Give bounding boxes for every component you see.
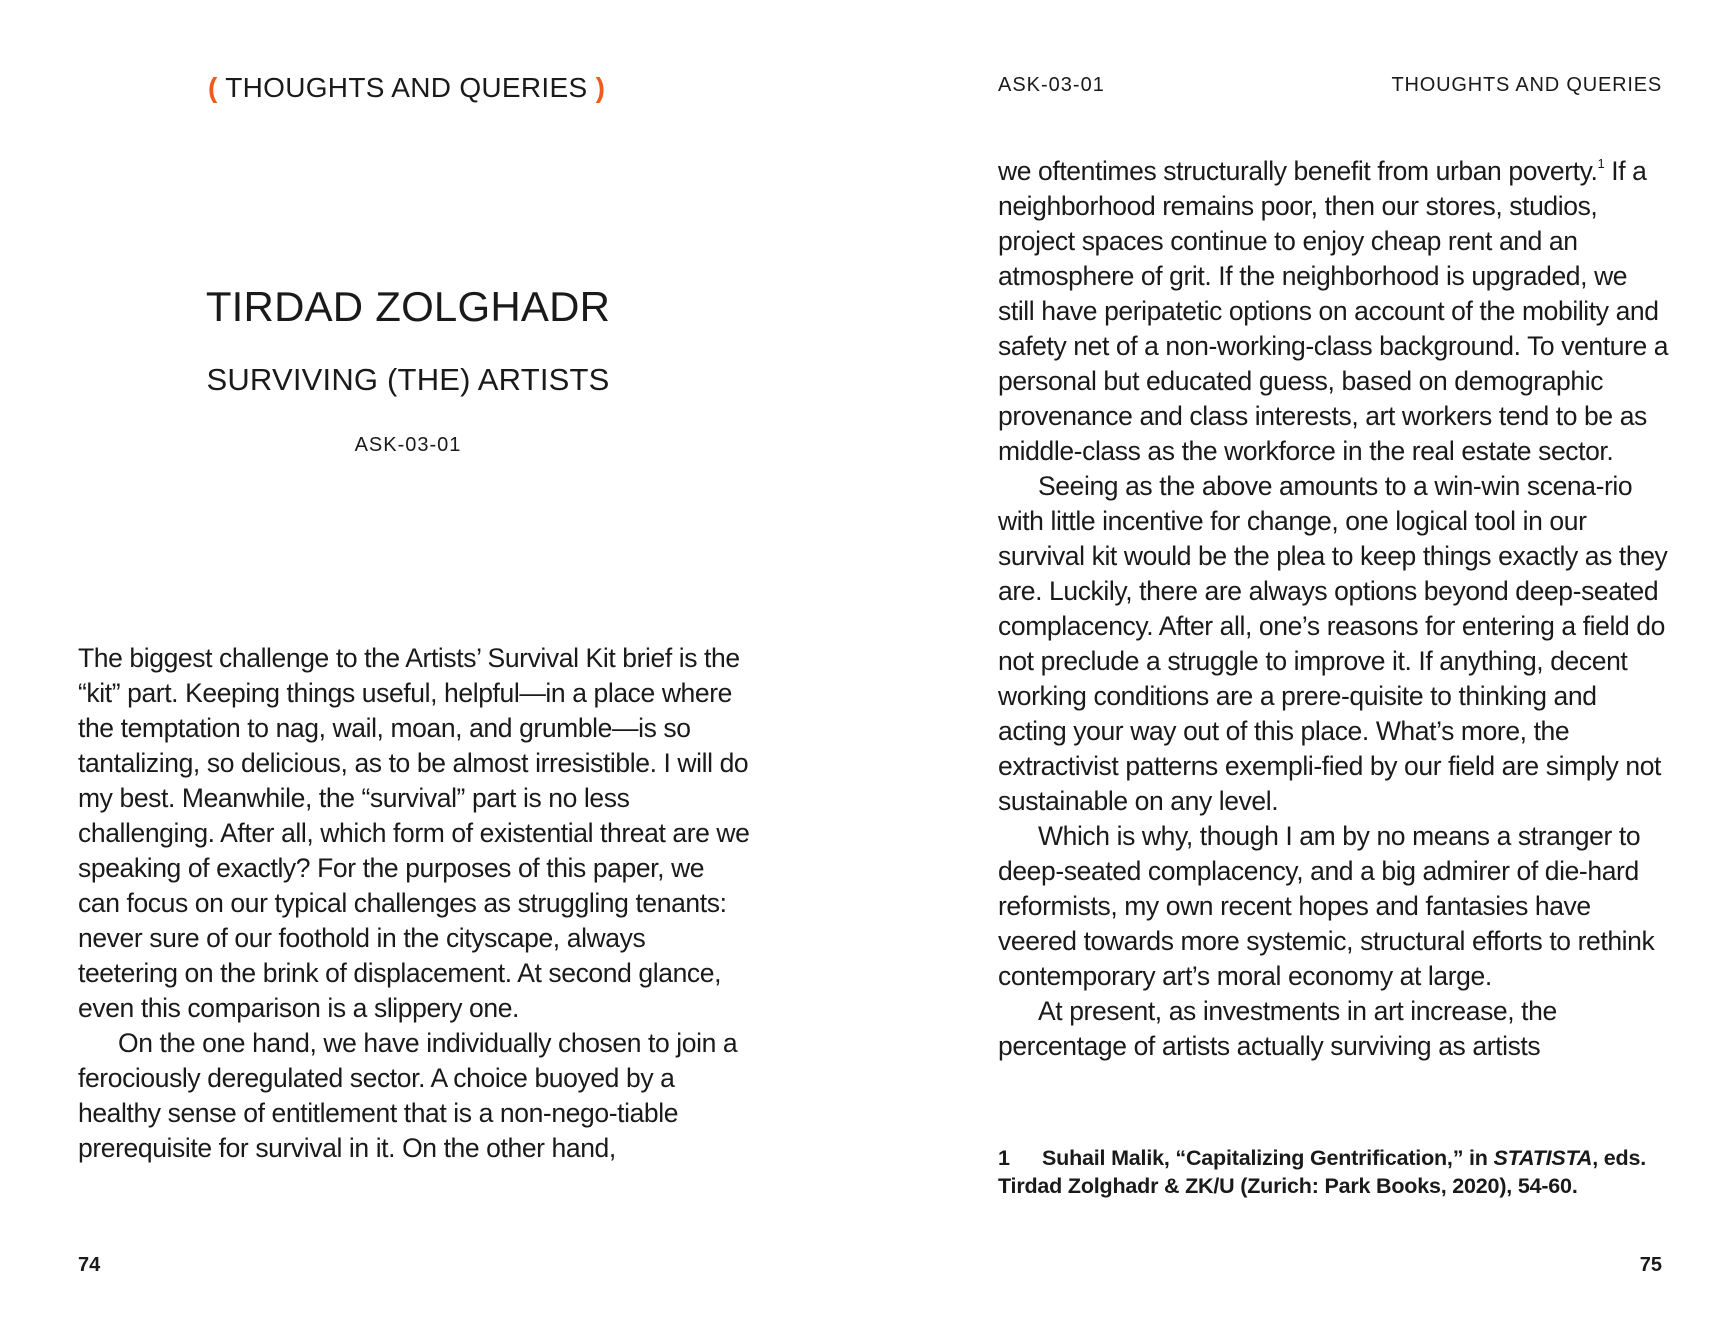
page-number-left: 74 <box>78 1254 101 1276</box>
essay-code: ASK-03-01 <box>354 434 462 456</box>
footnote-italic-title: STATISTA <box>1493 1146 1593 1170</box>
paragraph: Which is why, though I am by no means a stranger to deep-seated complacency, and a big admirer of die-hard reformists, my own recent hopes and fantasies have veered towards more systemic, structural efforts to rethink contemporary art’s moral economy at large. <box>998 821 1655 991</box>
paragraph-text: we oftentimes structurally benefit from urban poverty. <box>998 156 1598 186</box>
footnote-marker[interactable]: 1 <box>1597 156 1605 171</box>
paragraph-text: If a neighborhood remains poor, then our stores, studios, project spaces continue to enjoy cheap rent and an atmosphere of grit. If the neighborhood is upgraded, we still have peripatetic options on account of the mobility and safety net of a non-working-class background. To venture a personal but educated guess, based on demographic provenance and class interests, art workers tend to be as middle-class as the workforce in the real estate sector. <box>998 156 1669 466</box>
footnote-text: Suhail Malik, “Capitalizing Gentrification,” in <box>1042 1146 1494 1170</box>
page-number-right: 75 <box>1639 1254 1662 1276</box>
essay-title: SURVIVING (THE) ARTISTS <box>206 362 610 397</box>
section-header-open-paren: ( <box>208 72 218 103</box>
right-body-text <box>998 154 1670 1064</box>
left-body-text <box>78 641 750 1166</box>
paragraph: On the one hand, we have individually chosen to join a ferociously deregulated sector. A choice buoyed by a healthy sense of entitlement that is a non-nego-tiable prerequisite for survival in it. On the other hand, <box>78 1028 738 1163</box>
paragraph: The biggest challenge to the Artists’ Survival Kit brief is the “kit” part. Keeping things useful, helpful—in a place where the temptation to nag, wail, moan, and grumble—is so tantalizing, so delicious, as to be almost irresistible. I will do my best. Meanwhile, the “survival” part is no less challenging. After all, which form of existential threat are we speaking of exactly? For the purposes of this paper, we can focus on our typical challenges as struggling tenants: never sure of our foothold in the cityscape, always teetering on the brink of displacement. At second glance, even this comparison is a slippery one. <box>78 643 750 1023</box>
section-header <box>208 72 605 104</box>
footnote-text-end: , eds. Tirdad Zolghadr & ZK/U (Zurich: Park Books, 2020), 54-60. <box>998 1146 1647 1198</box>
running-header-code: ASK-03-01 <box>998 74 1105 96</box>
paragraph: At present, as investments in art increase, the percentage of artists actually surviving as artists <box>998 996 1557 1061</box>
running-header-title: THOUGHTS AND QUERIES <box>1391 74 1662 96</box>
right-page <box>866 0 1732 1338</box>
paragraph: Seeing as the above amounts to a win-win scena-rio with little incentive for change, one logical tool in our survival kit would be the plea to keep things exactly as they are. Luckily, there are always options beyond deep-seated complacency. After all, one’s reasons for entering a field do not preclude a struggle to improve it. If anything, decent working conditions are a prere-quisite to thinking and acting your way out of this place. What’s more, the extractivist patterns exempli-fied by our field are simply not sustainable on any level. <box>998 471 1668 816</box>
author-name: TIRDAD ZOLGHADR <box>205 283 611 330</box>
paragraph <box>998 154 1670 469</box>
footnote <box>998 1144 1678 1200</box>
section-header-label: THOUGHTS AND QUERIES <box>225 72 588 103</box>
section-header-close-paren: ) <box>595 72 606 103</box>
footnote-number: 1 <box>998 1146 1010 1170</box>
